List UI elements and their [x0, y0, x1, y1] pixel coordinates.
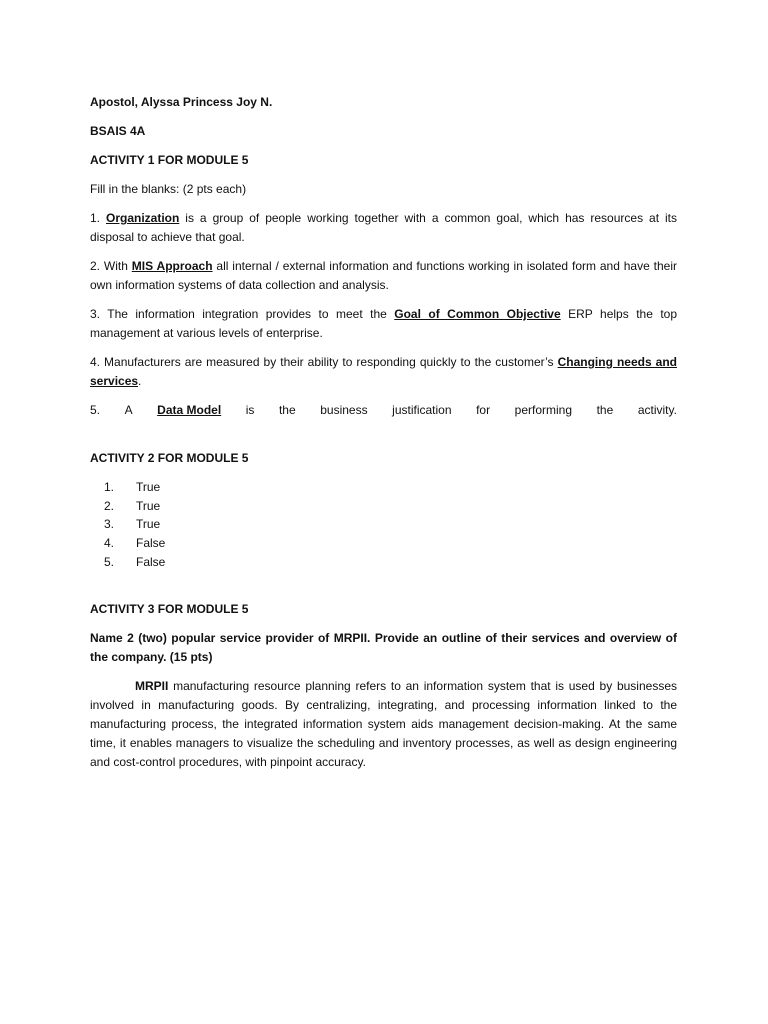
activity1-title: ACTIVITY 1 FOR MODULE 5 [90, 153, 249, 167]
activity1-item-3 [90, 305, 677, 343]
activity1-instruction: Fill in the blanks: (2 pts each) [90, 182, 247, 196]
item-text: . [138, 374, 142, 388]
spacer [90, 581, 677, 600]
activity1-item-5 [90, 401, 677, 420]
item-answer: MIS Approach [131, 259, 213, 273]
item-text: 3. The information integration provides to meet the [90, 307, 395, 321]
word: 5. [90, 403, 101, 417]
activity2-answer-list [90, 478, 677, 571]
list-number: 5. [103, 554, 114, 569]
list-text: False [136, 554, 166, 569]
item-text: 4. Manufacturers are measured by their ability to responding quickly to the customer’s [90, 355, 558, 369]
word: activity. [637, 403, 677, 417]
answer-term: MRPII [135, 679, 169, 694]
activity1-item-4 [90, 353, 677, 391]
list-item [90, 534, 677, 553]
word: the [596, 403, 614, 417]
word: is [245, 403, 255, 417]
item-answer: Data Model [157, 403, 222, 417]
activity2-title: ACTIVITY 2 FOR MODULE 5 [90, 451, 249, 465]
item-text: 1. [90, 211, 106, 225]
item-answer: Goal of Common Objective [394, 307, 561, 321]
item-answer: Changing needs and services [90, 355, 677, 388]
spacer [90, 430, 677, 449]
list-text: True [136, 498, 161, 513]
list-number: 1. [103, 480, 114, 494]
document-body [90, 93, 677, 782]
student-name: Apostol, Alyssa Princess Joy N. [90, 95, 273, 109]
list-number: 3. [103, 517, 114, 532]
student-section: BSAIS 4A [90, 124, 146, 138]
word: business [320, 403, 368, 417]
item-answer: Organization [105, 211, 180, 225]
answer-body: manufacturing resource planning refers to an information system that is used by businesses involved in manufacturing goods. By centralizing, integrating, and processing information linked to the manufacturing process, the integrated information system aids management decision-making. At the same time, it enables managers to visualize the scheduling and inventory processes, as well as design engineering and cost-control procedures, with pinpoint accuracy. [90, 679, 677, 770]
item-text: is a group of people working together with a common goal, which has resources at its disposal to achieve that goal. [90, 211, 678, 244]
word: for [476, 403, 491, 417]
list-number: 2. [103, 498, 114, 513]
word: the [278, 403, 296, 417]
word: A [124, 403, 133, 417]
list-item [90, 515, 677, 534]
list-item [90, 553, 677, 572]
activity1-item-2 [90, 257, 677, 295]
item-text: 2. With [90, 259, 132, 273]
activity3-title: ACTIVITY 3 FOR MODULE 5 [90, 602, 249, 617]
item-text: ERP helps the top management at various levels of enterprise. [90, 307, 678, 340]
list-text: True [136, 480, 161, 494]
item-text: all internal / external information and functions working in isolated form and have their own information systems of data collection and analysis. [90, 259, 677, 292]
activity3-question: Name 2 (two) popular service provider of MRPII. Provide an outline of their services and overview of the company. (15 pts) [90, 631, 677, 665]
list-text: False [136, 536, 166, 551]
word: performing [514, 403, 573, 417]
activity1-item-1 [90, 209, 677, 247]
word: justification [392, 403, 452, 417]
list-text: True [136, 517, 161, 532]
list-item [90, 497, 677, 516]
list-number: 4. [103, 536, 114, 551]
list-item [90, 478, 677, 497]
activity3-answer [90, 677, 677, 772]
